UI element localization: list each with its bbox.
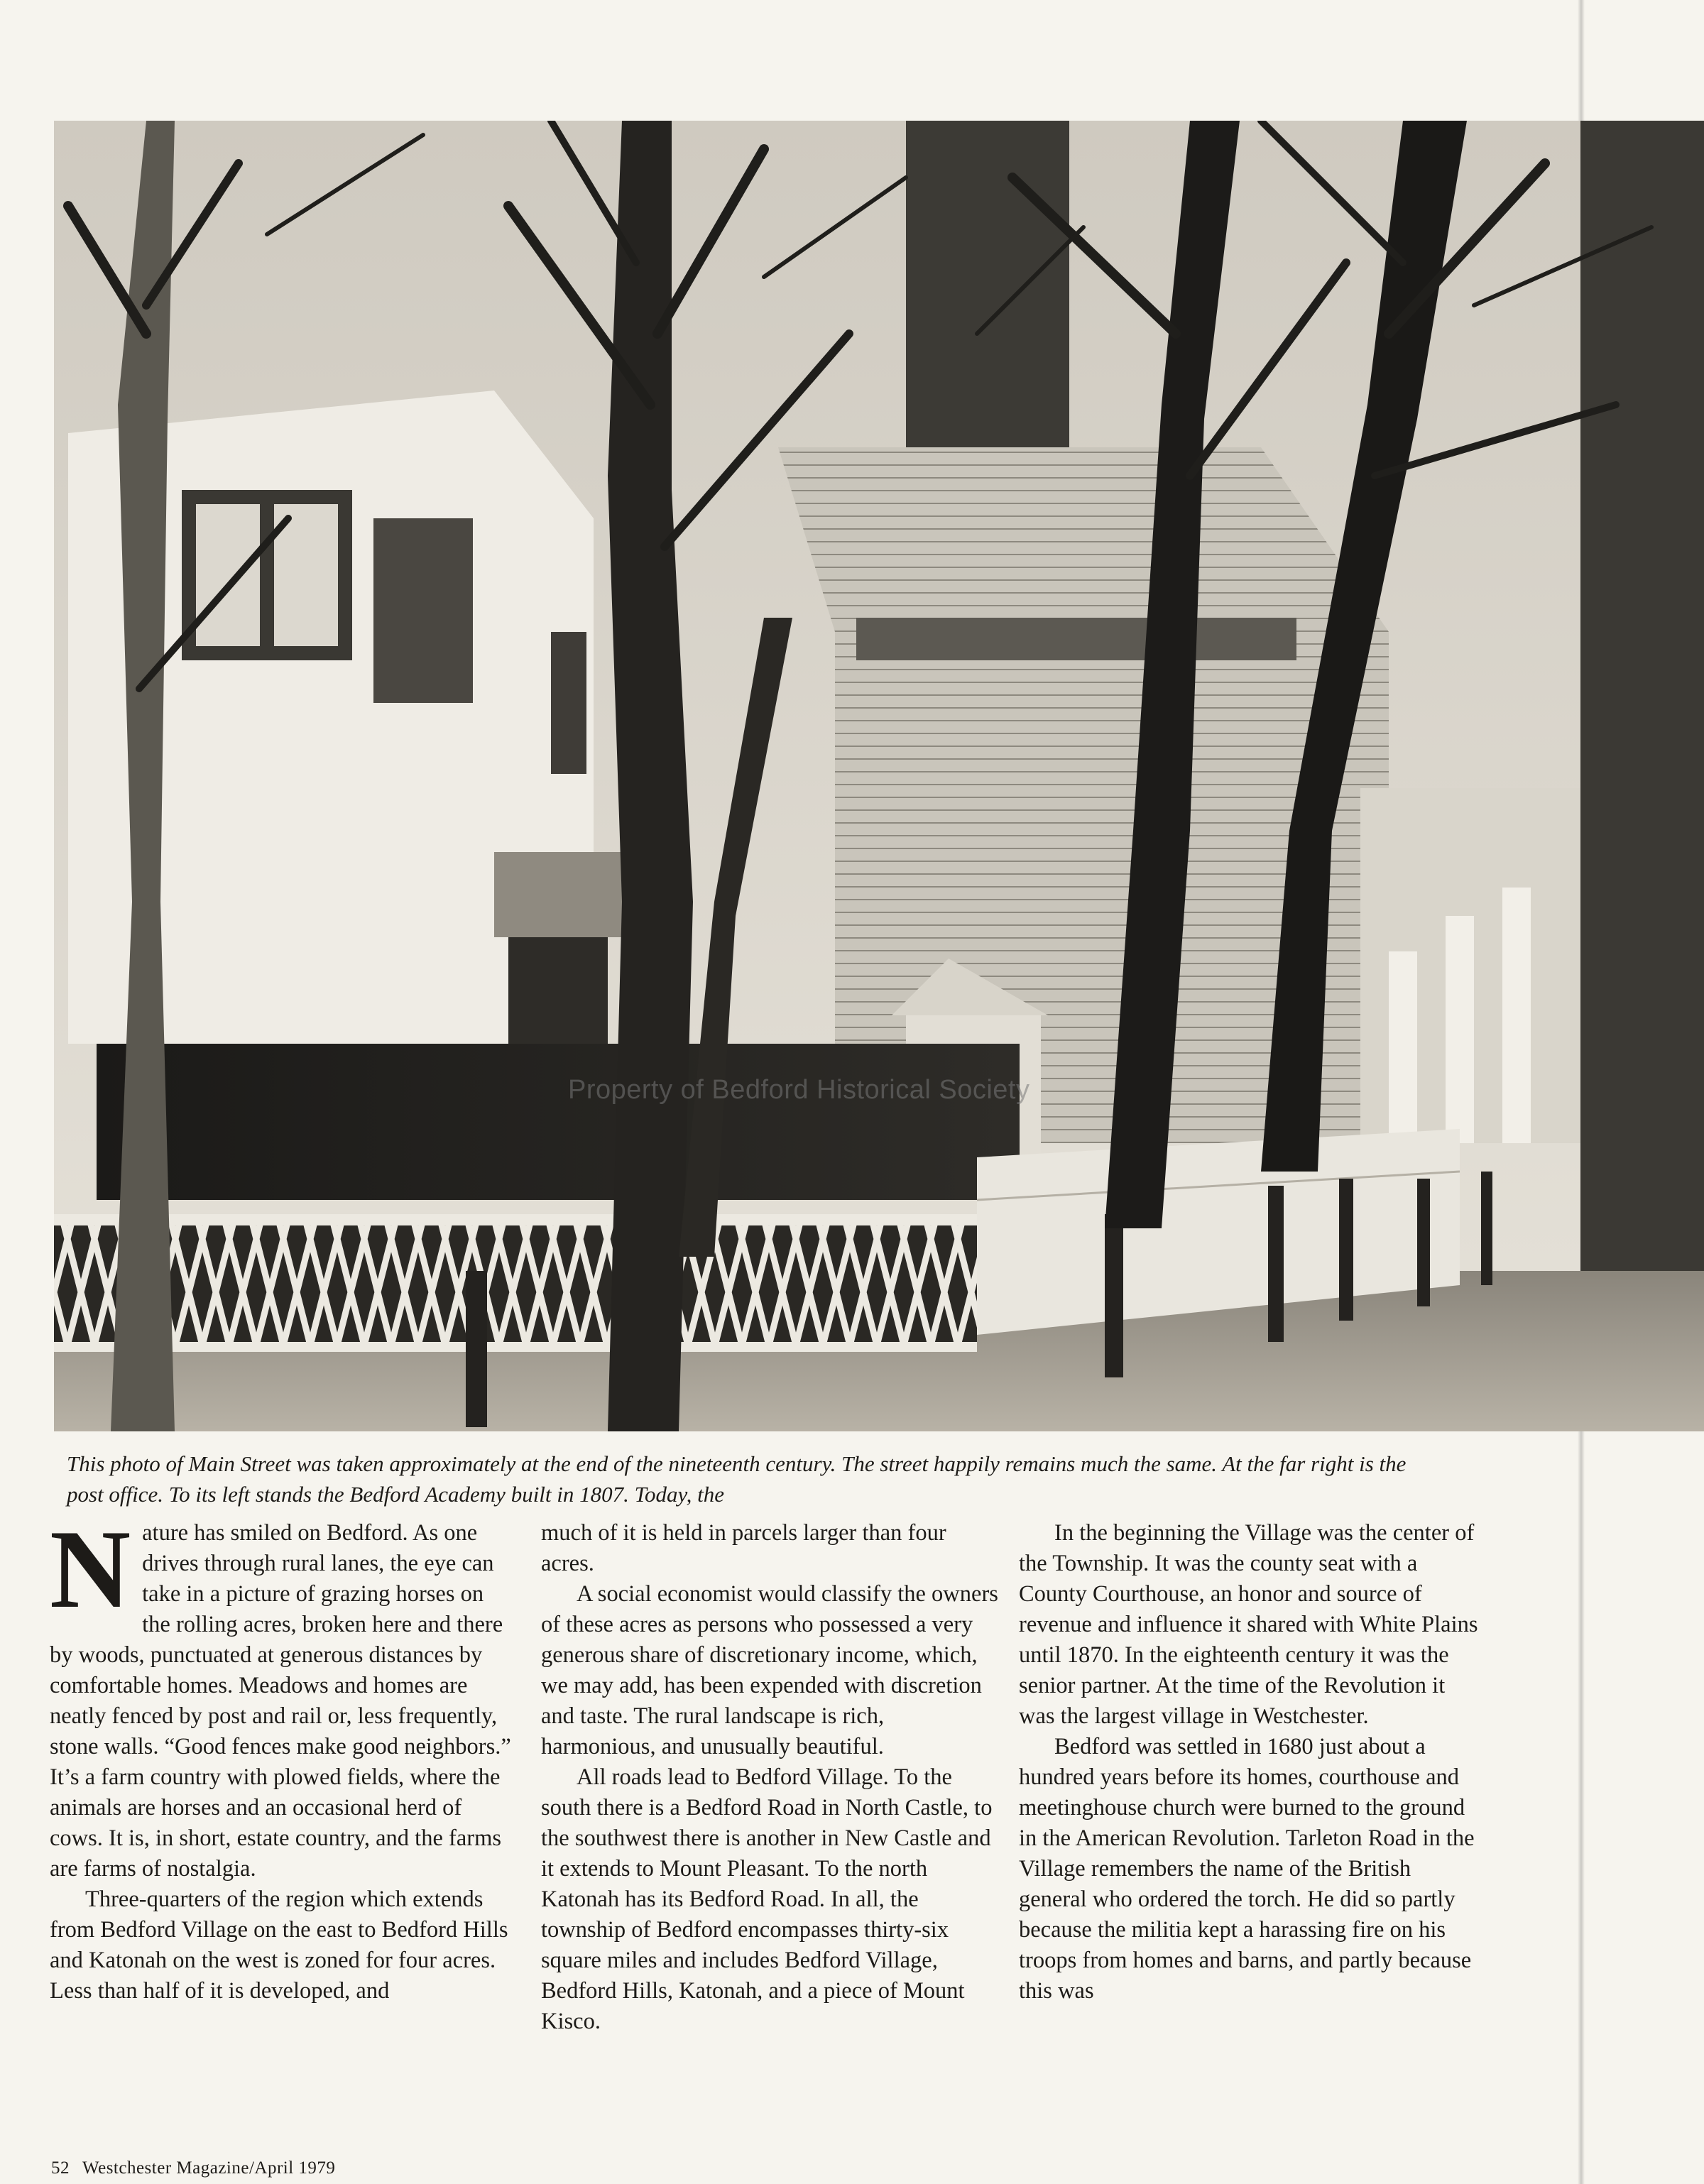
paragraph: Bedford was settled in 1680 just about a hundred years before its homes, courthouse and meetinghouse church were burned to the ground in the American Revolution. Tarleton Road in the Village remembers the name of the British general who ordered the torch. He did so partly because the militia kept a harassing fire on his troops from homes and barns, and partly because this was bbox=[1019, 1734, 1475, 2004]
article-column-2 bbox=[541, 1518, 1003, 2037]
article-column-1 bbox=[50, 1507, 511, 2006]
publication-name: Westchester Magazine/April 1979 bbox=[82, 2158, 336, 2178]
page-footer bbox=[51, 2158, 348, 2178]
paragraph: In the beginning the Village was the center of the Township. It was the county seat with a County Courthouse, an honor and source of revenue and influence it shared with White Plains until 1870. In the eighteenth century it was the senior partner. At the time of the Revolution it was the largest village in Westchester. bbox=[1019, 1520, 1478, 1729]
paragraph: Three-quarters of the region which extends from Bedford Village on the east to Bedford Hills and Katonah on the west is zoned for four acres. Less than half of it is developed, and bbox=[50, 1887, 508, 2004]
main-street-photo bbox=[54, 121, 1704, 1431]
photo-caption: This photo of Main Street was taken approximately at the end of the nineteenth century. The street happily remains much the same. At the far right is the post office. To its left stands the Bedford Academy built in 1807. Today, the bbox=[67, 1451, 1407, 1507]
photo-illustration bbox=[54, 121, 1704, 1431]
paragraph: ature has smiled on Bedford. As one drives through rural lanes, the eye can take in a picture of grazing horses on the rolling acres, broken here and there by woods, punctuated at generous distances by comfortable homes. Meadows and homes are neatly fenced by post and rail or, less frequently, stone walls. “Good fences make good neighbors.” It’s a farm country with plowed fields, where the animals are horses and an occasional herd of cows. It is, in short, estate country, and the farms are farms of nostalgia. bbox=[50, 1520, 511, 1882]
article-column-3 bbox=[1019, 1518, 1480, 2006]
page-number: 52 bbox=[51, 2158, 70, 2178]
drop-cap: N bbox=[50, 1507, 131, 1632]
paragraph: much of it is held in parcels larger than four acres. bbox=[541, 1520, 946, 1576]
paragraph: A social economist would classify the owners of these acres as persons who possessed a very generous share of discretionary income, which, we may add, has been expended with discretion and taste. The rural landscape is rich, harmonious, and unusually beautiful. bbox=[541, 1581, 998, 1759]
photo-watermark: Property of Bedford Historical Society bbox=[568, 1075, 1030, 1105]
paragraph: All roads lead to Bedford Village. To the south there is a Bedford Road in North Castle, to the southwest there is another in New Castle and it extends to Mount Pleasant. To the north Katonah has its Bedford Road. In all, the township of Bedford encompasses thirty-six square miles and includes Bedford Village, Bedford Hills, Katonah, and a piece of Mount Kisco. bbox=[541, 1764, 993, 2034]
